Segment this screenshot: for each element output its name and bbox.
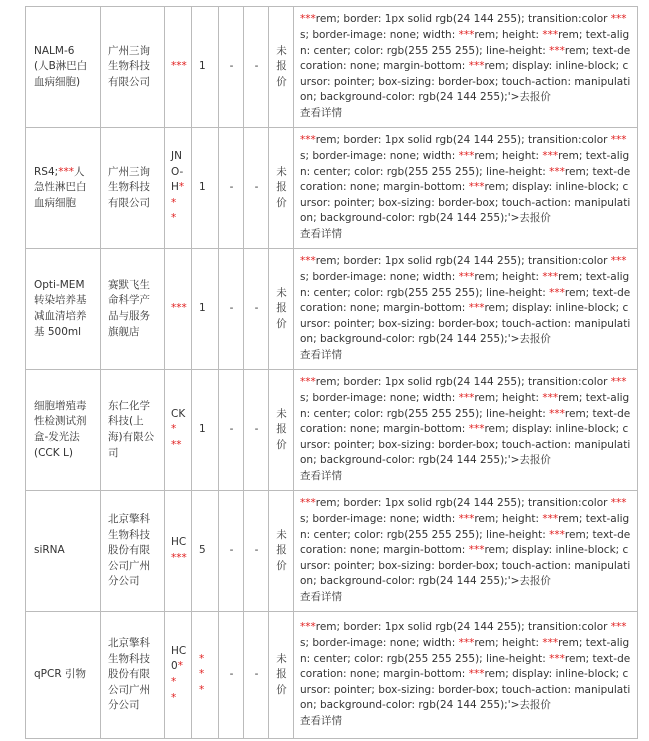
- supplier-text: 品与服务: [108, 310, 150, 322]
- status-text: 未: [276, 44, 287, 57]
- total-price-text: -: [254, 668, 259, 681]
- product-name-text: 血病细胞: [34, 196, 76, 209]
- catalog-text: **: [171, 181, 185, 209]
- raw-style-fragment: rem; display: inline-block; cursor: pointer; box-sizing: border-box; touch-action: manipulation; background-color: rgb(24 144 255);'>去报价: [300, 423, 631, 467]
- status-text: 报: [276, 181, 287, 194]
- catalog-cell: [165, 7, 192, 128]
- raw-style-fragment: rem; height:: [474, 150, 543, 163]
- unit-price-cell: [219, 370, 244, 491]
- unit-price-text: -: [229, 60, 234, 73]
- unit-price-text: -: [229, 181, 234, 194]
- raw-style-fragment: ***: [458, 29, 475, 42]
- unit-price-cell: [219, 491, 244, 612]
- supplier-text: 股份有限: [108, 544, 150, 557]
- total-price-cell: [244, 128, 269, 249]
- product-name-text: 性检测试剂: [34, 415, 87, 428]
- quantity-text: 1: [199, 423, 206, 436]
- raw-style-fragment: rem; border: 1px solid rgb(24 144 255); transition:color: [315, 134, 611, 147]
- raw-style-fragment: rem; display: inline-block; cursor: pointer; box-sizing: border-box; touch-action: manipulation; background-color: rgb(24 144 255);'>去报价: [300, 302, 631, 346]
- raw-style-fragment: ***: [468, 544, 485, 557]
- catalog-text: JN: [171, 150, 182, 163]
- status-text: 价: [276, 683, 287, 696]
- supplier-cell: [101, 128, 165, 249]
- view-details-link[interactable]: 查看详情: [300, 714, 342, 727]
- total-price-text: -: [254, 60, 259, 73]
- raw-style-fragment: ***: [300, 255, 316, 268]
- supplier-text: 股份有限: [108, 668, 150, 681]
- supplier-text: 命科学产: [108, 294, 150, 307]
- product-name-text: (CCK L): [34, 446, 73, 459]
- raw-style-fragment: ***: [610, 376, 627, 389]
- quantity-text: 5: [199, 544, 206, 557]
- table-row: [26, 370, 638, 491]
- unit-price-text: -: [229, 668, 234, 681]
- catalog-cell: [165, 370, 192, 491]
- catalog-cell: [165, 249, 192, 370]
- table-row: [26, 128, 638, 249]
- product-name-cell: [26, 370, 101, 491]
- supplier-cell: [101, 370, 165, 491]
- raw-style-fragment: rem; height:: [474, 392, 543, 405]
- raw-style-fragment: s; border-image: none; width:: [300, 392, 459, 405]
- raw-style-text: [300, 254, 633, 348]
- supplier-cell: [101, 491, 165, 612]
- raw-style-fragment: s; border-image: none; width:: [300, 513, 459, 526]
- total-price-cell: [244, 370, 269, 491]
- unit-price-cell: [219, 249, 244, 370]
- product-name-cell: [26, 249, 101, 370]
- raw-style-fragment: ***: [300, 376, 316, 389]
- quantity-cell: [192, 128, 219, 249]
- supplier-text: 赛默飞生: [108, 278, 150, 291]
- unit-price-cell: [219, 612, 244, 739]
- unit-price-text: -: [229, 544, 234, 557]
- supplier-text: 北京擎科: [108, 513, 150, 526]
- raw-style-fragment: ***: [542, 150, 559, 163]
- raw-style-fragment: ***: [300, 497, 316, 510]
- action-cell: [294, 249, 638, 370]
- raw-style-fragment: rem; text-align: center; color: rgb(255 255 255); line-height:: [300, 150, 630, 178]
- catalog-text: 0: [171, 660, 178, 673]
- supplier-text: 生物科技: [108, 528, 150, 541]
- raw-style-fragment: rem; text-decoration: none; margin-bottom:: [300, 652, 631, 681]
- action-cell: [294, 370, 638, 491]
- status-text: 报: [276, 668, 287, 681]
- raw-style-fragment: rem; height:: [474, 513, 543, 526]
- supplier-cell: [101, 612, 165, 739]
- catalog-text: HC: [171, 644, 187, 657]
- catalog-cell: [165, 612, 192, 739]
- raw-style-fragment: ***: [458, 513, 475, 526]
- status-text: 价: [276, 196, 287, 209]
- raw-style-fragment: rem; text-align: center; color: rgb(255 255 255); line-height:: [300, 29, 630, 57]
- quantity-text: *: [199, 668, 205, 681]
- product-name-text: 人: [73, 165, 85, 178]
- raw-style-fragment: ***: [542, 392, 559, 405]
- quantity-text: *: [199, 652, 205, 665]
- product-name-text: 急性淋巴白: [34, 181, 87, 194]
- product-name-text: ***: [58, 165, 74, 178]
- status-cell: [269, 370, 294, 491]
- status-text: 价: [276, 317, 287, 330]
- supplier-text: 公司广州: [108, 683, 150, 696]
- product-name-cell: [26, 7, 101, 128]
- catalog-text: ***: [171, 302, 187, 315]
- status-text: 报: [276, 423, 287, 436]
- product-name-cell: [26, 128, 101, 249]
- raw-style-text: [300, 375, 633, 469]
- raw-style-fragment: rem; height:: [474, 29, 543, 42]
- supplier-text: 生物科技: [108, 60, 150, 73]
- status-text: 价: [276, 559, 287, 572]
- raw-style-fragment: ***: [468, 668, 485, 681]
- raw-style-fragment: rem; text-align: center; color: rgb(255 255 255); line-height:: [300, 392, 630, 420]
- view-details-link[interactable]: 查看详情: [300, 590, 342, 603]
- quantity-cell: [192, 249, 219, 370]
- status-text: 报: [276, 302, 287, 315]
- raw-style-fragment: s; border-image: none; width:: [300, 29, 459, 42]
- product-name-text: RS4;: [34, 165, 59, 178]
- raw-style-fragment: s; border-image: none; width:: [300, 637, 459, 650]
- raw-style-fragment: rem; border: 1px solid rgb(24 144 255); transition:color: [315, 376, 611, 389]
- supplier-text: 广州三询: [108, 165, 150, 178]
- raw-style-fragment: ***: [549, 286, 565, 299]
- quote-table-body: [26, 7, 638, 739]
- catalog-text: O-: [171, 165, 184, 178]
- total-price-text: -: [254, 423, 259, 436]
- status-text: 未: [276, 528, 287, 541]
- product-name-text: 盒-发光法: [34, 431, 80, 443]
- supplier-cell: [101, 249, 165, 370]
- raw-style-fragment: ***: [542, 271, 559, 284]
- action-cell: [294, 612, 638, 739]
- raw-style-fragment: ***: [610, 134, 627, 147]
- raw-style-text: [300, 496, 633, 590]
- raw-style-fragment: ***: [468, 181, 485, 194]
- raw-style-fragment: ***: [300, 134, 316, 147]
- product-name-text: 基 500ml: [34, 325, 82, 338]
- total-price-cell: [244, 249, 269, 370]
- supplier-cell: [101, 7, 165, 128]
- total-price-text: -: [254, 544, 259, 557]
- product-name-text: 转染培养基: [34, 294, 87, 307]
- quantity-cell: [192, 612, 219, 739]
- total-price-text: -: [254, 181, 259, 194]
- raw-style-text: [300, 620, 633, 714]
- status-cell: [269, 491, 294, 612]
- status-text: 报: [276, 60, 287, 73]
- quantity-text: 1: [199, 302, 206, 315]
- product-name-text: 血病细胞): [34, 75, 81, 88]
- product-name-text: (人B淋巴白: [34, 60, 88, 73]
- quote-table: [25, 6, 638, 739]
- action-cell: [294, 128, 638, 249]
- unit-price-cell: [219, 128, 244, 249]
- raw-style-fragment: rem; text-decoration: none; margin-bottom:: [300, 44, 631, 73]
- table-row: [26, 491, 638, 612]
- raw-style-fragment: rem; text-decoration: none; margin-bottom:: [300, 407, 631, 436]
- supplier-text: 公司广州: [108, 559, 150, 572]
- raw-style-fragment: rem; text-align: center; color: rgb(255 255 255); line-height:: [300, 513, 630, 541]
- status-text: 未: [276, 652, 287, 665]
- raw-style-fragment: rem; text-decoration: none; margin-bottom:: [300, 165, 631, 194]
- raw-style-fragment: rem; border: 1px solid rgb(24 144 255); transition:color: [315, 255, 611, 268]
- supplier-text: 海)有限公: [108, 431, 155, 443]
- catalog-text: *: [171, 423, 177, 436]
- action-cell: [294, 491, 638, 612]
- raw-style-fragment: rem; border: 1px solid rgb(24 144 255); transition:color: [315, 621, 611, 634]
- quantity-text: 1: [199, 181, 206, 194]
- catalog-text: CK: [171, 407, 186, 420]
- supplier-text: 分公司: [108, 699, 140, 712]
- status-text: 价: [276, 75, 287, 88]
- raw-style-fragment: ***: [549, 165, 565, 178]
- raw-style-fragment: ***: [542, 637, 559, 650]
- quantity-text: *: [199, 683, 205, 696]
- status-text: 价: [276, 438, 287, 451]
- supplier-text: 生物科技: [108, 181, 150, 194]
- supplier-text: 东仁化学: [108, 399, 150, 412]
- raw-style-fragment: rem; display: inline-block; cursor: pointer; box-sizing: border-box; touch-action: manipulation; background-color: rgb(24 144 255);'>去报价: [300, 544, 631, 588]
- view-details-link[interactable]: 查看详情: [300, 227, 342, 240]
- quantity-text: 1: [199, 60, 206, 73]
- product-name-cell: [26, 612, 101, 739]
- raw-style-fragment: rem; border: 1px solid rgb(24 144 255); transition:color: [315, 13, 611, 26]
- product-name-text: Opti-MEM: [34, 278, 85, 291]
- raw-style-fragment: ***: [610, 255, 627, 268]
- raw-style-fragment: s; border-image: none; width:: [300, 150, 459, 163]
- raw-style-fragment: rem; display: inline-block; cursor: pointer; box-sizing: border-box; touch-action: manipulation; background-color: rgb(24 144 255);'>去报价: [300, 181, 631, 225]
- view-details-link[interactable]: 查看详情: [300, 106, 342, 119]
- status-cell: [269, 128, 294, 249]
- supplier-text: 旗舰店: [108, 325, 140, 338]
- raw-style-fragment: ***: [549, 528, 565, 541]
- product-name-text: 减血清培养: [34, 310, 87, 322]
- action-cell: [294, 7, 638, 128]
- catalog-text: ***: [171, 552, 187, 564]
- raw-style-fragment: rem; text-decoration: none; margin-bottom:: [300, 528, 631, 557]
- total-price-text: -: [254, 302, 259, 315]
- catalog-text: *: [171, 212, 177, 225]
- status-text: 未: [276, 165, 287, 178]
- supplier-text: 广州三询: [108, 44, 150, 57]
- raw-style-fragment: ***: [300, 621, 316, 634]
- raw-style-fragment: ***: [610, 13, 627, 26]
- product-name-text: 细胞增殖毒: [34, 399, 87, 412]
- view-details-link[interactable]: 查看详情: [300, 348, 342, 361]
- table-row: [26, 7, 638, 128]
- unit-price-cell: [219, 7, 244, 128]
- raw-style-fragment: ***: [300, 13, 316, 26]
- catalog-text: *: [171, 691, 177, 704]
- status-text: 报: [276, 544, 287, 557]
- quantity-cell: [192, 370, 219, 491]
- raw-style-fragment: ***: [458, 150, 475, 163]
- raw-style-fragment: ***: [468, 302, 485, 315]
- view-details-link[interactable]: 查看详情: [300, 469, 342, 482]
- raw-style-fragment: s; border-image: none; width:: [300, 271, 459, 284]
- product-name-cell: [26, 491, 101, 612]
- supplier-text: 有限公司: [108, 75, 150, 88]
- quantity-cell: [192, 7, 219, 128]
- raw-style-fragment: ***: [549, 44, 565, 57]
- total-price-cell: [244, 491, 269, 612]
- raw-style-fragment: rem; height:: [474, 271, 543, 284]
- raw-style-fragment: ***: [610, 621, 627, 634]
- raw-style-fragment: rem; height:: [474, 637, 543, 650]
- supplier-text: 生物科技: [108, 652, 150, 665]
- raw-style-fragment: rem; text-align: center; color: rgb(255 255 255); line-height:: [300, 271, 630, 299]
- raw-style-fragment: ***: [468, 60, 485, 73]
- raw-style-fragment: ***: [468, 423, 485, 436]
- raw-style-fragment: rem; text-align: center; color: rgb(255 255 255); line-height:: [300, 637, 630, 665]
- catalog-cell: [165, 491, 192, 612]
- raw-style-text: [300, 133, 633, 227]
- supplier-text: 北京擎科: [108, 637, 150, 650]
- status-text: 未: [276, 286, 287, 299]
- unit-price-text: -: [229, 302, 234, 315]
- raw-style-fragment: ***: [549, 407, 565, 420]
- catalog-cell: [165, 128, 192, 249]
- raw-style-fragment: ***: [542, 513, 559, 526]
- raw-style-fragment: rem; text-decoration: none; margin-bottom:: [300, 286, 631, 315]
- table-row: [26, 612, 638, 739]
- table-row: [26, 249, 638, 370]
- supplier-text: 分公司: [108, 575, 140, 588]
- total-price-cell: [244, 7, 269, 128]
- supplier-text: 科技(上: [108, 415, 144, 428]
- supplier-text: 司: [108, 446, 119, 459]
- status-text: 未: [276, 407, 287, 420]
- catalog-text: **: [171, 660, 183, 688]
- status-cell: [269, 612, 294, 739]
- unit-price-text: -: [229, 423, 234, 436]
- raw-style-fragment: ***: [458, 271, 475, 284]
- status-cell: [269, 249, 294, 370]
- raw-style-fragment: ***: [458, 392, 475, 405]
- raw-style-fragment: rem; border: 1px solid rgb(24 144 255); transition:color: [315, 497, 611, 510]
- raw-style-fragment: ***: [549, 652, 565, 665]
- raw-style-text: [300, 12, 633, 106]
- raw-style-fragment: ***: [542, 29, 559, 42]
- raw-style-fragment: ***: [458, 637, 475, 650]
- product-name-text: NALM-6: [34, 44, 75, 57]
- catalog-text: **: [171, 438, 182, 451]
- supplier-text: 有限公司: [108, 196, 150, 209]
- raw-style-fragment: rem; display: inline-block; cursor: pointer; box-sizing: border-box; touch-action: manipulation; background-color: rgb(24 144 255);'>去报价: [300, 60, 631, 104]
- status-cell: [269, 7, 294, 128]
- catalog-text: ***: [171, 60, 187, 73]
- product-name-text: siRNA: [34, 544, 65, 557]
- raw-style-fragment: rem; display: inline-block; cursor: pointer; box-sizing: border-box; touch-action: manipulation; background-color: rgb(24 144 255);'>去报价: [300, 668, 631, 712]
- quantity-cell: [192, 491, 219, 612]
- raw-style-fragment: ***: [610, 497, 627, 510]
- total-price-cell: [244, 612, 269, 739]
- catalog-text: H: [171, 181, 179, 194]
- catalog-text: HC: [171, 536, 187, 549]
- product-name-text: qPCR 引物: [34, 668, 86, 681]
